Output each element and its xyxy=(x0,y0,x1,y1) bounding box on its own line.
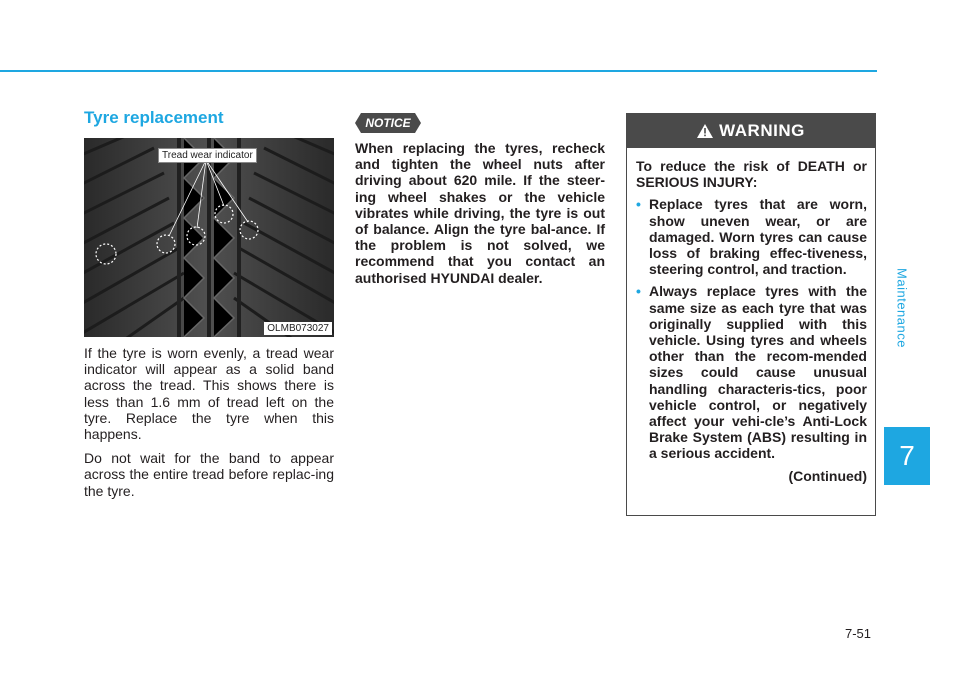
warning-title: WARNING xyxy=(719,121,805,140)
warning-box xyxy=(626,113,876,516)
chapter-name: Maintenance xyxy=(894,267,910,348)
chapter-side-label xyxy=(882,200,922,415)
warning-triangle-icon xyxy=(697,124,713,138)
notice-text xyxy=(355,140,605,294)
bullet-icon: • xyxy=(636,283,641,300)
tyre-tread-figure xyxy=(84,138,334,337)
page-number: 7-51 xyxy=(845,626,872,641)
warning-item-text: Replace tyres that are worn, show uneven wear, or are damaged. Worn tyres can cause loss of braking effec-tiveness, steering control, and traction. xyxy=(649,196,867,278)
continued-note: (Continued) xyxy=(788,467,867,484)
paragraph: Do not wait for the band to appear across the entire tread before replac-ing the tyre. xyxy=(84,450,334,499)
warning-list-item xyxy=(636,196,867,277)
warning-item-text: Always replace tyres with the same size as each tyre that was originally supplied with this vehicle. Using tyres and wheels other than the recom-mended sizes could cause unusual handling characteris-tics, poor vehicle control, or negatively affect your vehi-cle’s Anti-Lock Brake System (ABS) resulting in a serious accident. xyxy=(649,283,867,462)
figure-code: OLMB073027 xyxy=(264,322,332,335)
header-rule xyxy=(0,70,877,72)
warning-intro: To reduce the risk of DEATH or SERIOUS INJURY: xyxy=(636,158,867,191)
tyre-tread-illustration xyxy=(84,138,334,337)
paragraph: If the tyre is worn evenly, a tread wear indicator will appear as a solid band across the tread. This shows there is less than 1.6 mm of tread left on the tyre. Replace the tyre when this happens. xyxy=(84,345,334,443)
warning-header xyxy=(627,114,875,148)
bullet-icon: • xyxy=(636,196,641,213)
tread-wear-indicator-callout: Tread wear indicator xyxy=(158,148,257,163)
tyre-replacement-text xyxy=(84,345,334,507)
section-title: Tyre replacement xyxy=(84,108,224,127)
warning-list xyxy=(636,196,867,461)
chapter-number-tab: 7 xyxy=(884,427,930,485)
warning-body xyxy=(627,148,875,484)
notice-label: NOTICE xyxy=(365,116,411,130)
notice-paragraph: When replacing the tyres, recheck and tighten the wheel nuts after driving about 620 mile. If the steer-ing wheel shakes or the vehicle vibrates while driving, the tyre is out of balance. Align the tyre bal-ance. If the problem is not solved, we recommend that you contact an authorised HYUNDAI dealer. xyxy=(355,140,605,286)
warning-list-item xyxy=(636,283,867,461)
notice-badge xyxy=(355,113,421,133)
